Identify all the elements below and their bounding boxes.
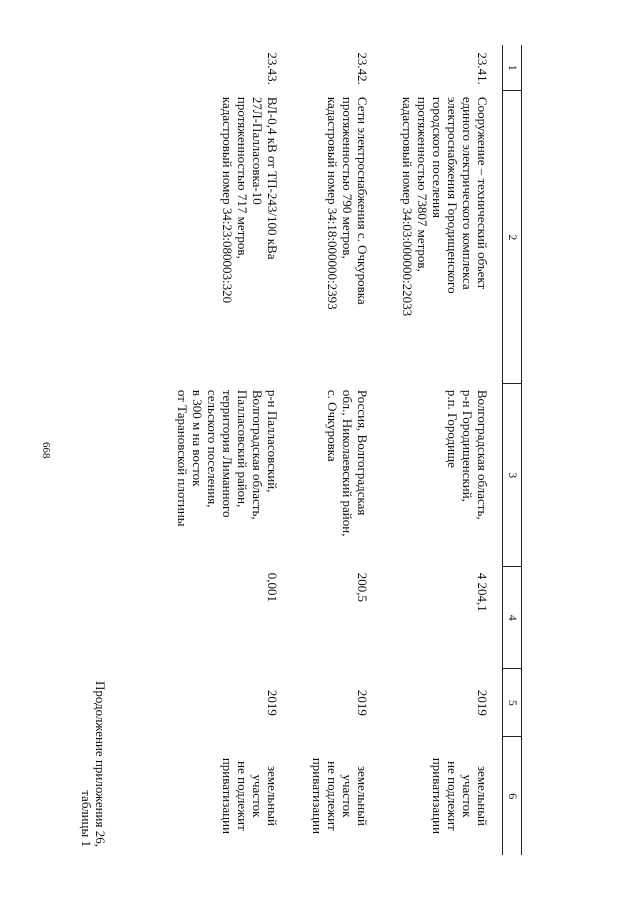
object-value: 4 204,1 [475,572,490,612]
object-note: земельный участок не подлежит приватизации [430,757,490,835]
continuation-note [79,681,107,847]
object-name: Сети электроснабжения с. Очкуровка протяженностью 790 метров, кадастровый номер 34:18:000000:2393 [325,96,370,310]
column-header-4: 4 [503,567,522,669]
column-header-1: 1 [503,45,522,91]
object-value: 200,5 [355,572,370,602]
column-header-2: 2 [503,91,522,384]
object-value: 0,001 [265,572,280,602]
object-address: Россия, Волгоградская обл., Николаевский район, с. Очкуровка [325,389,370,537]
column-header-5: 5 [503,669,522,737]
object-year: 2019 [475,689,490,716]
column-header-3: 3 [503,384,522,567]
object-year: 2019 [265,689,280,716]
object-address: р-н Палласовский, Волгоградская область, Палласовский район, территория Лиманного сельского поселения, в 300 м на восток от Тарановской плотины [175,389,280,527]
row-number: 23.43. [265,52,280,85]
row-number: 23.42. [355,52,370,85]
row-number: 23.41. [475,52,490,85]
object-note: земельный участок не подлежит приватизации [220,757,280,835]
property-table [157,45,522,855]
continuation-note-line-1: Продолжение приложения 26, [93,680,108,847]
table-row [382,45,503,855]
table-row [292,45,382,855]
object-address: Волгоградская область, р-н Городищенский, р.п. Городище [445,389,490,520]
column-header-6: 6 [503,737,522,855]
table-row [157,45,292,855]
object-year: 2019 [355,689,370,716]
object-name: Сооружение – технический объект единого электрического комплекса электроснабжения Городищенского городского поселения протяженностью 73807 метров, кадастровый номер 34:03:000000:22033 [400,96,490,317]
continuation-note-line-2: таблицы 1 [79,790,94,847]
object-name: ВЛ-0,4 кВ от ТП-243/100 кВа 27Л-Палласовка-10 протяженностью 717 метров, кадастровый номер 34:23:080003:320 [220,96,280,304]
page-number: 668 [40,442,52,459]
object-note: земельный участок не подлежит приватизации [310,757,370,835]
table-header-row [503,45,522,855]
